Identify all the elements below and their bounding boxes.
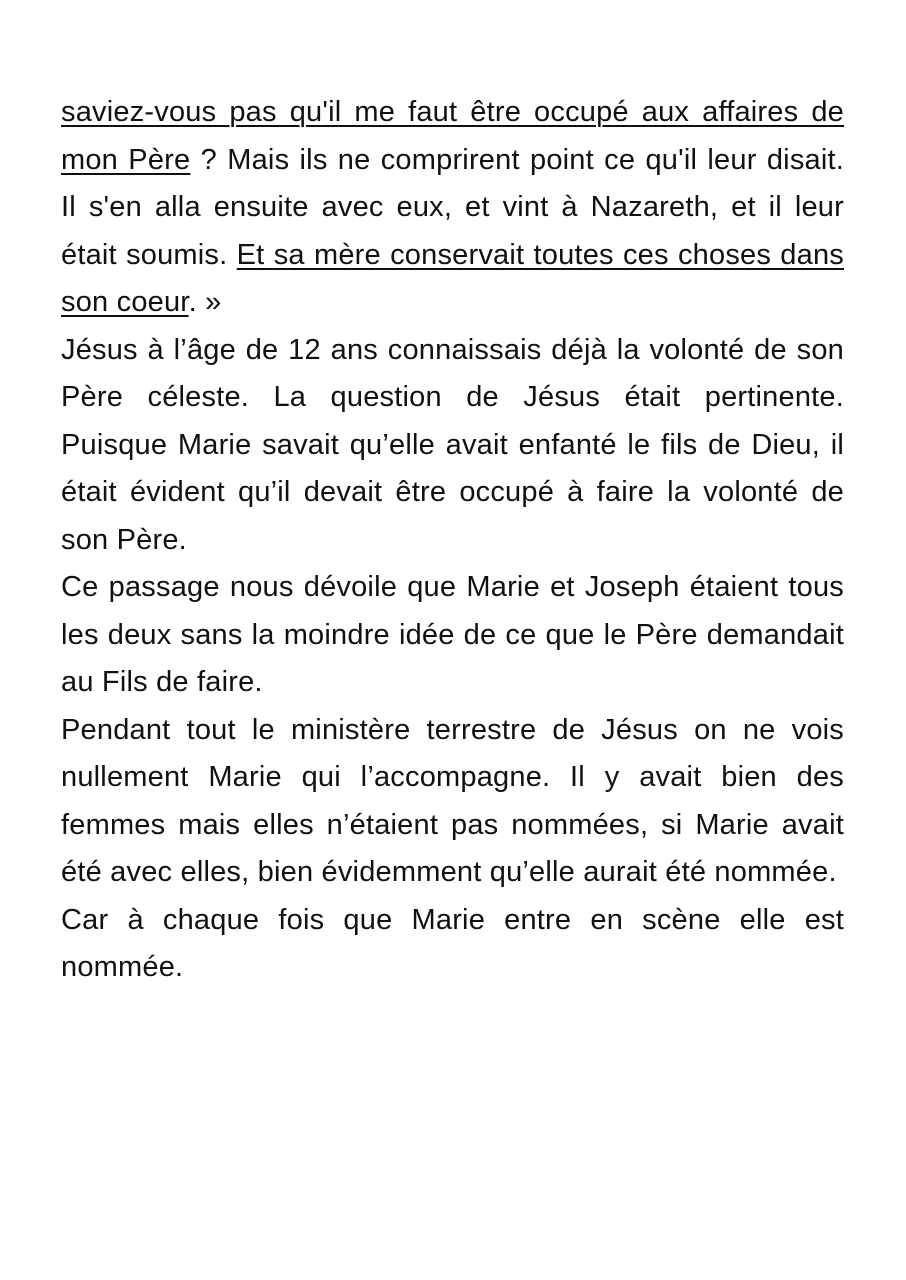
- underlined-quote-2: Et sa mère conservait toutes ces choses dans son coeur: [61, 238, 844, 318]
- paragraph-marie-named: Car à chaque fois que Marie entre en scène elle est nommée.: [61, 903, 844, 983]
- paragraph-jesus-age-12: Jésus à l’âge de 12 ans connaissais déjà la volonté de son Père céleste. La question de Jésus était pertinente. Puisque Marie savait qu’elle avait enfanté le fils de Dieu, il était évident qu’il devait être occupé à faire la volonté de son Père.: [61, 333, 844, 556]
- paragraph-earthly-ministry: Pendant tout le ministère terrestre de Jésus on ne vois nullement Marie qui l’accompagne. Il y avait bien des femmes mais elles n’étaient pas nommées, si Marie avait été avec elles, bien évidemment qu’elle aurait été nommée.: [61, 713, 844, 888]
- underlined-quote-1: saviez-vous pas qu'il me faut être occupé aux affaires de mon Père: [61, 96, 844, 176]
- document-page: [61, 89, 844, 992]
- quote-text: ? Mais ils ne comprirent point ce qu'il leur disait. Il s'en alla ensuite avec eux, et vint à Nazareth, et il leur était soumis.: [61, 143, 845, 271]
- paragraph-passage-reveals: Ce passage nous dévoile que Marie et Joseph étaient tous les deux sans la moindre idée de ce que le Père demandait au Fils de faire.: [61, 571, 844, 698]
- quote-closing: . »: [188, 286, 222, 318]
- paragraph-quote-ending: [61, 89, 844, 327]
